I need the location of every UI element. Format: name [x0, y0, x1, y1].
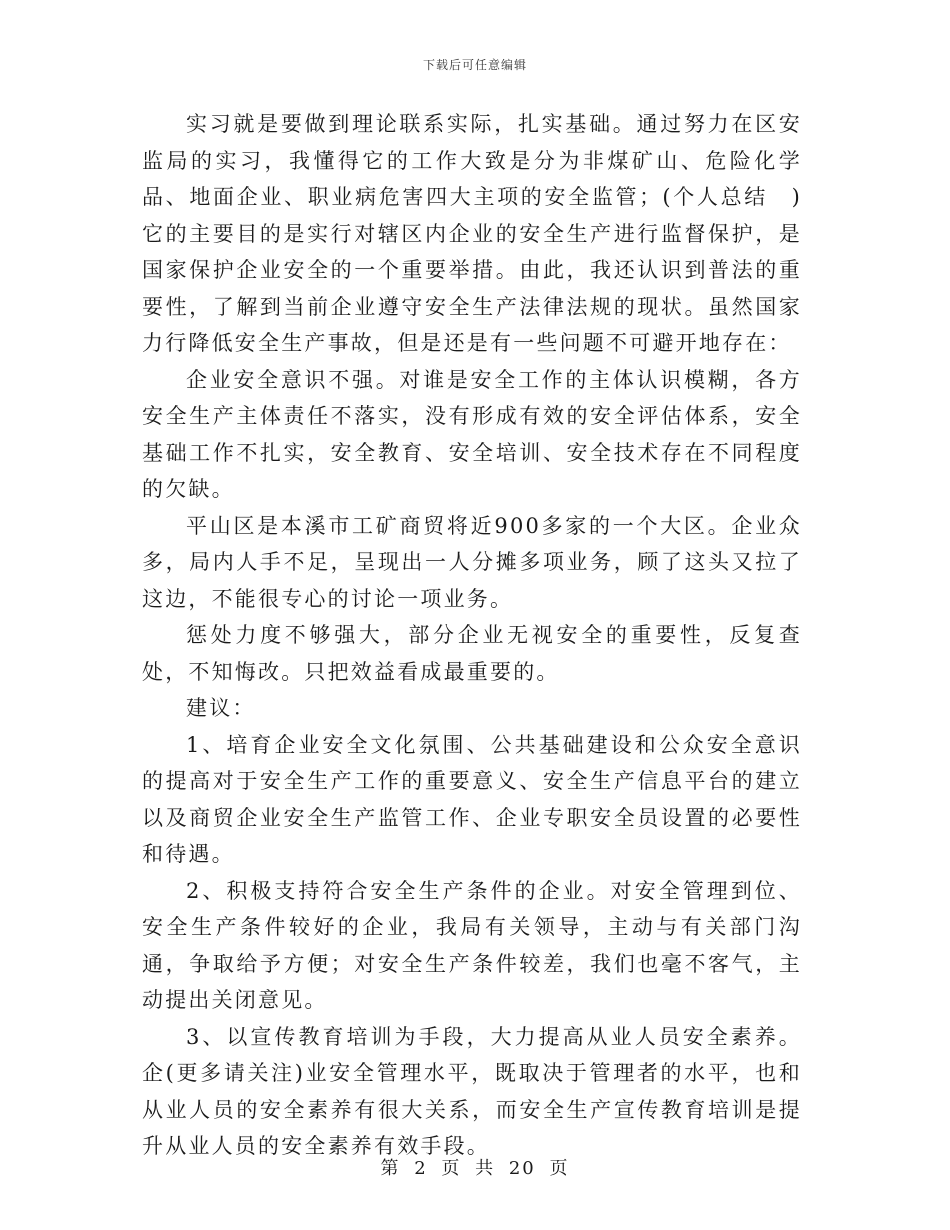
page-number-footer: 第 2 页 共 20 页	[380, 1158, 570, 1179]
document-body	[142, 106, 802, 1165]
paragraph-suggestion-3: 3、以宣传教育培训为手段，大力提高从业人员安全素养。企(更多请关注)业安全管理水平，既取决于管理者的水平，也和从业人员的安全素养有很大关系，而安全生产宣传教育培训是提升从业人员的安全素养有效手段。	[142, 1024, 802, 1158]
paragraph-enforcement: 惩处力度不够强大，部分企业无视安全的重要性，反复查处，不知悔改。只把效益看成最重要的。	[142, 623, 802, 684]
paragraph-internship-intro: 实习就是要做到理论联系实际，扎实基础。通过努力在区安监局的实习，我懂得它的工作大致是分为非煤矿山、危险化学品、地面企业、职业病危害四大主项的安全监管；(个人总结 )它的主要目的是实行对辖区内企业的安全生产进行监督保护，是国家保护企业安全的一个重要举措。由此，我还认识到普法的重要性，了解到当前企业遵守安全生产法律法规的现状。虽然国家力行降低安全生产事故，但是还是有一些问题不可避开地存在：	[142, 112, 802, 355]
paragraph-suggestions-heading: 建议：	[186, 696, 256, 720]
paragraph-suggestion-2: 2、积极支持符合安全生产条件的企业。对安全管理到位、安全生产条件较好的企业，我局有关领导，主动与有关部门沟通，争取给予方便；对安全生产条件较差，我们也毫不客气，主动提出关闭意见。	[142, 878, 802, 1012]
paragraph-district-staffing: 平山区是本溪市工矿商贸将近900多家的一个大区。企业众多，局内人手不足，呈现出一人分摊多项业务，顾了这头又拉了这边，不能很专心的讨论一项业务。	[142, 513, 802, 611]
page-header: 下载后可任意编辑	[422, 58, 527, 72]
paragraph-suggestion-1: 1、培育企业安全文化氛围、公共基础建设和公众安全意识的提高对于安全生产工作的重要意义、安全生产信息平台的建立以及商贸企业安全生产监管工作、企业专职安全员设置的必要性和待遇。	[142, 732, 802, 866]
paragraph-safety-awareness: 企业安全意识不强。对谁是安全工作的主体认识模糊，各方安全生产主体责任不落实，没有形成有效的安全评估体系，安全基础工作不扎实，安全教育、安全培训、安全技术存在不同程度的欠缺。	[142, 367, 802, 501]
